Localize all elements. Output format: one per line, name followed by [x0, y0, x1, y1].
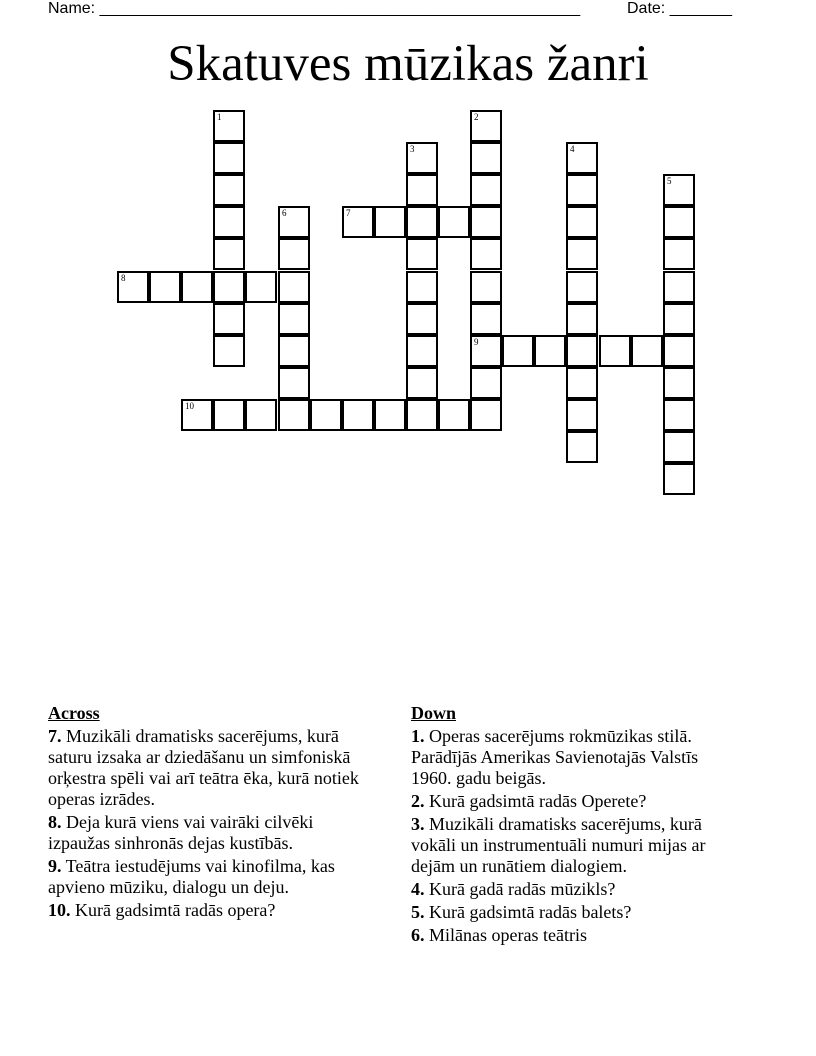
across-clues — [48, 703, 378, 923]
grid-cell[interactable] — [278, 399, 310, 431]
clue-text: Muzikāli dramatisks sacerējums, kurā saturu izsaka ar dziedāšanu un simfoniskā orķestra spēli vai arī teātra ēka, kurā notiek operas izrādes. — [48, 726, 359, 809]
grid-cell[interactable] — [534, 335, 566, 367]
grid-cell[interactable] — [406, 271, 438, 303]
clue-number: 7 — [346, 208, 351, 218]
clue-number-label: 5. — [411, 902, 425, 922]
down-clue — [411, 791, 741, 812]
grid-cell[interactable] — [310, 399, 342, 431]
across-heading: Across — [48, 703, 100, 723]
grid-cell[interactable] — [470, 174, 502, 206]
grid-cell[interactable] — [406, 206, 438, 238]
grid-cell[interactable] — [663, 206, 695, 238]
grid-cell[interactable] — [117, 271, 149, 303]
clue-number-label: 7. — [48, 726, 62, 746]
across-clue — [48, 726, 378, 810]
across-clue — [48, 900, 378, 921]
grid-cell[interactable] — [663, 303, 695, 335]
grid-cell[interactable] — [663, 238, 695, 270]
clue-number: 8 — [121, 273, 126, 283]
across-clue-list — [48, 726, 378, 921]
clue-number-label: 4. — [411, 879, 425, 899]
grid-cell[interactable] — [278, 271, 310, 303]
clue-number: 6 — [282, 208, 287, 218]
grid-cell[interactable] — [374, 206, 406, 238]
clue-text: Milānas operas teātris — [424, 925, 587, 945]
across-clue — [48, 856, 378, 898]
across-clue — [48, 812, 378, 854]
down-heading: Down — [411, 703, 457, 723]
down-clue — [411, 726, 741, 789]
clue-text: Operas sacerējums rokmūzikas stilā. Parādījās Amerikas Savienotajās Valstīs 1960. gadu beigās. — [411, 726, 699, 788]
grid-cell[interactable] — [663, 431, 695, 463]
grid-cell[interactable] — [566, 303, 598, 335]
grid-cell[interactable] — [406, 335, 438, 367]
grid-cell[interactable] — [181, 271, 213, 303]
clue-number: 9 — [474, 337, 479, 347]
grid-cell[interactable] — [213, 303, 245, 335]
grid-cell[interactable] — [278, 335, 310, 367]
clue-text: Muzikāli dramatisks sacerējums, kurā vokāli un instrumentuāli numuri mijas ar dejām un runātiem dialogiem. — [411, 814, 706, 876]
clue-number-label: 10. — [48, 900, 71, 920]
clue-text: Kurā gadā radās mūzikls? — [424, 879, 616, 899]
grid-cell[interactable] — [470, 335, 502, 367]
grid-cell[interactable] — [406, 238, 438, 270]
clue-text: Kurā gadsimtā radās Operete? — [424, 791, 647, 811]
grid-cell[interactable] — [566, 206, 598, 238]
clue-number-label: 6. — [411, 925, 425, 945]
grid-cell[interactable] — [599, 335, 631, 367]
clue-text: Kurā gadsimtā radās opera? — [70, 900, 276, 920]
grid-cell[interactable] — [663, 335, 695, 367]
grid-cell[interactable] — [438, 399, 470, 431]
grid-cell[interactable] — [406, 303, 438, 335]
date-field-label: Date: _______ — [627, 0, 732, 17]
grid-cell[interactable] — [566, 431, 598, 463]
down-clue — [411, 814, 741, 877]
grid-cell[interactable] — [406, 367, 438, 399]
grid-cell[interactable] — [406, 399, 438, 431]
grid-cell[interactable] — [470, 206, 502, 238]
grid-cell[interactable] — [663, 367, 695, 399]
clue-number-label: 2. — [411, 791, 425, 811]
grid-cell[interactable] — [470, 271, 502, 303]
clue-number-label: 3. — [411, 814, 425, 834]
grid-cell[interactable] — [406, 174, 438, 206]
down-clue — [411, 902, 741, 923]
clue-text: Kurā gadsimtā radās balets? — [424, 902, 632, 922]
page-title: Skatuves mūzikas žanri — [167, 36, 649, 92]
down-clue — [411, 925, 741, 946]
grid-cell[interactable] — [470, 303, 502, 335]
clue-number: 2 — [474, 112, 479, 122]
clue-number: 10 — [185, 401, 194, 411]
clue-number-label: 9. — [48, 856, 62, 876]
grid-cell[interactable] — [406, 142, 438, 174]
grid-cell[interactable] — [278, 303, 310, 335]
grid-cell[interactable] — [631, 335, 663, 367]
grid-cell[interactable] — [213, 271, 245, 303]
clue-number: 1 — [217, 112, 222, 122]
grid-cell[interactable] — [470, 110, 502, 142]
grid-cell[interactable] — [438, 206, 470, 238]
grid-cell[interactable] — [663, 463, 695, 495]
grid-cell[interactable] — [470, 367, 502, 399]
grid-cell[interactable] — [213, 206, 245, 238]
grid-cell[interactable] — [342, 399, 374, 431]
grid-cell[interactable] — [566, 335, 598, 367]
clue-number: 4 — [570, 144, 575, 154]
clue-number-label: 8. — [48, 812, 62, 832]
down-clue — [411, 879, 741, 900]
grid-cell[interactable] — [470, 142, 502, 174]
grid-cell[interactable] — [149, 271, 181, 303]
down-clue-list — [411, 726, 741, 946]
name-field-label: Name: ______________________________________________________ — [48, 0, 581, 17]
clue-number: 3 — [410, 144, 415, 154]
grid-cell[interactable] — [502, 335, 534, 367]
grid-cell[interactable] — [213, 142, 245, 174]
grid-cell[interactable] — [245, 271, 277, 303]
grid-cell[interactable] — [245, 399, 277, 431]
grid-cell[interactable] — [213, 399, 245, 431]
clue-number-label: 1. — [411, 726, 425, 746]
grid-cell[interactable] — [374, 399, 406, 431]
grid-cell[interactable] — [278, 367, 310, 399]
down-clues — [411, 703, 741, 948]
grid-cell[interactable] — [470, 238, 502, 270]
clue-text: Teātra iestudējums vai kinofilma, kas apvieno mūziku, dialogu un deju. — [48, 856, 335, 897]
grid-cell[interactable] — [278, 238, 310, 270]
grid-cell[interactable] — [213, 335, 245, 367]
grid-cell[interactable] — [470, 399, 502, 431]
grid-cell[interactable] — [213, 238, 245, 270]
grid-cell[interactable] — [663, 271, 695, 303]
grid-cell[interactable] — [342, 206, 374, 238]
clue-text: Deja kurā viens vai vairāki cilvēki izpaužas sinhronās dejas kustībās. — [48, 812, 314, 853]
grid-cell[interactable] — [278, 206, 310, 238]
grid-cell[interactable] — [566, 367, 598, 399]
grid-cell[interactable] — [663, 399, 695, 431]
grid-cell[interactable] — [213, 174, 245, 206]
grid-cell[interactable] — [181, 399, 213, 431]
grid-cell[interactable] — [663, 174, 695, 206]
grid-cell[interactable] — [213, 110, 245, 142]
clue-number: 5 — [667, 176, 672, 186]
grid-cell[interactable] — [566, 238, 598, 270]
grid-cell[interactable] — [566, 142, 598, 174]
grid-cell[interactable] — [566, 174, 598, 206]
grid-cell[interactable] — [566, 399, 598, 431]
grid-cell[interactable] — [566, 271, 598, 303]
